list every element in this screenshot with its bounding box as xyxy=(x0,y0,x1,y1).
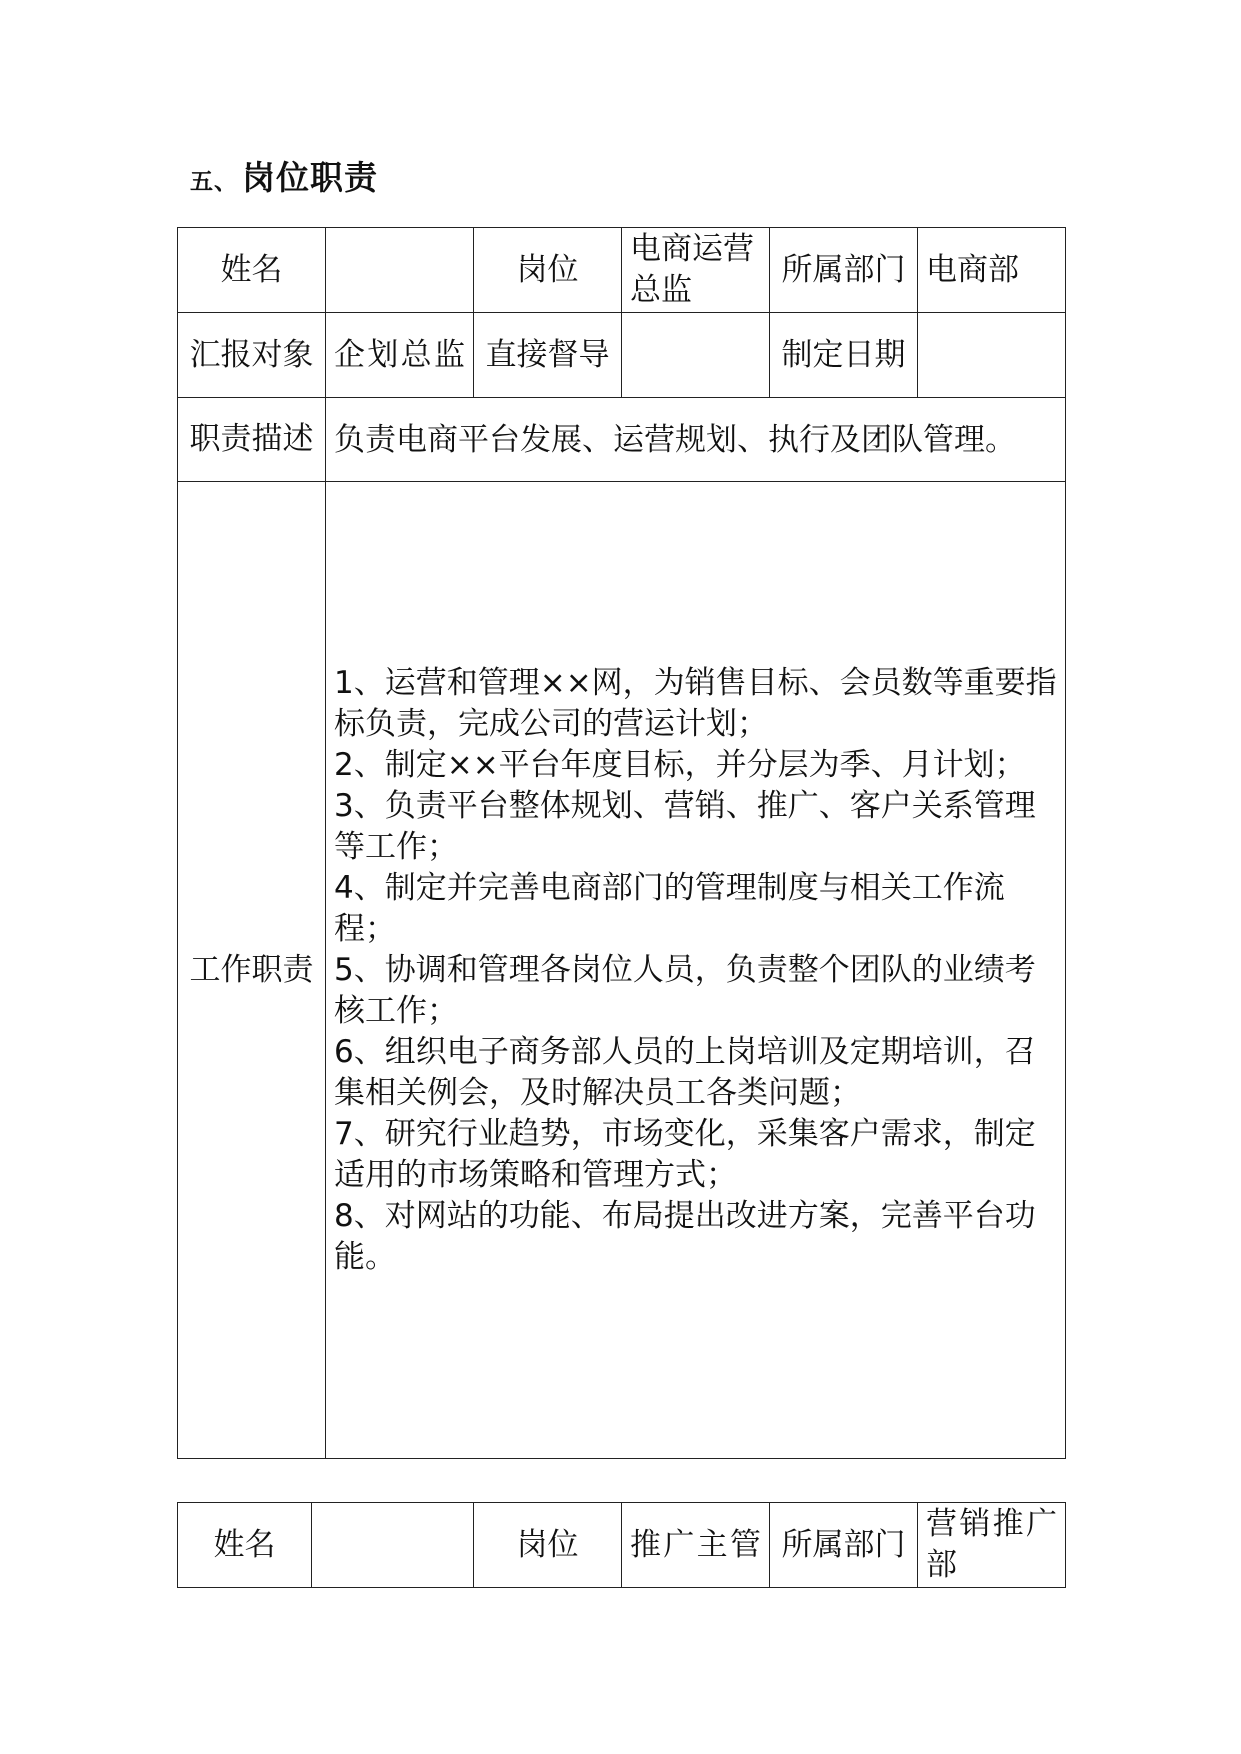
dept-value: 营销推广部 xyxy=(918,1503,1066,1588)
list-item: 2、制定××平台年度目标，并分层为季、月计划； xyxy=(334,746,1026,783)
date-value xyxy=(918,313,1066,398)
list-item: 4、制定并完善电商部门的管理制度与相关工作流程； xyxy=(334,869,1005,947)
table-row xyxy=(178,1503,1066,1588)
report-label: 汇报对象 xyxy=(178,313,326,398)
name-label: 姓名 xyxy=(178,1503,312,1588)
name-label: 姓名 xyxy=(178,228,326,313)
list-item: 5、协调和管理各岗位人员，负责整个团队的业绩考核工作； xyxy=(334,951,1036,1029)
table-row xyxy=(178,482,1066,1459)
list-item: 6、组织电子商务部人员的上岗培训及定期培训，召集相关例会，及时解决员工各类问题； xyxy=(334,1033,1036,1111)
list-item: 3、负责平台整体规划、营销、推广、客户关系管理等工作； xyxy=(334,787,1036,865)
section-title: 岗位职责 xyxy=(242,158,378,197)
report-value: 企划总监 xyxy=(326,313,474,398)
dept-label: 所属部门 xyxy=(770,1503,918,1588)
supervisor-label: 直接督导 xyxy=(474,313,622,398)
desc-value: 负责电商平台发展、运营规划、执行及团队管理。 xyxy=(326,398,1066,482)
table-row xyxy=(178,398,1066,482)
duties-label: 工作职责 xyxy=(178,482,326,1459)
table-row xyxy=(178,313,1066,398)
name-value xyxy=(312,1503,474,1588)
position-value: 电商运营总监 xyxy=(622,228,770,313)
job-table-promo-manager xyxy=(177,1502,1066,1588)
section-number: 五、 xyxy=(190,169,238,195)
dept-label: 所属部门 xyxy=(770,228,918,313)
list-item: 1、运营和管理××网，为销售目标、会员数等重要指标负责，完成公司的营运计划； xyxy=(334,664,1057,742)
name-value xyxy=(326,228,474,313)
section-heading xyxy=(190,152,378,199)
table-row xyxy=(178,228,1066,313)
position-label: 岗位 xyxy=(474,228,622,313)
list-item: 7、研究行业趋势，市场变化，采集客户需求，制定适用的市场策略和管理方式； xyxy=(334,1115,1036,1193)
position-label: 岗位 xyxy=(474,1503,622,1588)
supervisor-value xyxy=(622,313,770,398)
list-item: 8、对网站的功能、布局提出改进方案，完善平台功能。 xyxy=(334,1197,1036,1275)
date-label: 制定日期 xyxy=(770,313,918,398)
desc-label: 职责描述 xyxy=(178,398,326,482)
duties-list xyxy=(326,482,1066,1459)
dept-value: 电商部 xyxy=(918,228,1066,313)
position-value: 推广主管 xyxy=(622,1503,770,1588)
job-table-ops-director xyxy=(177,227,1066,1459)
